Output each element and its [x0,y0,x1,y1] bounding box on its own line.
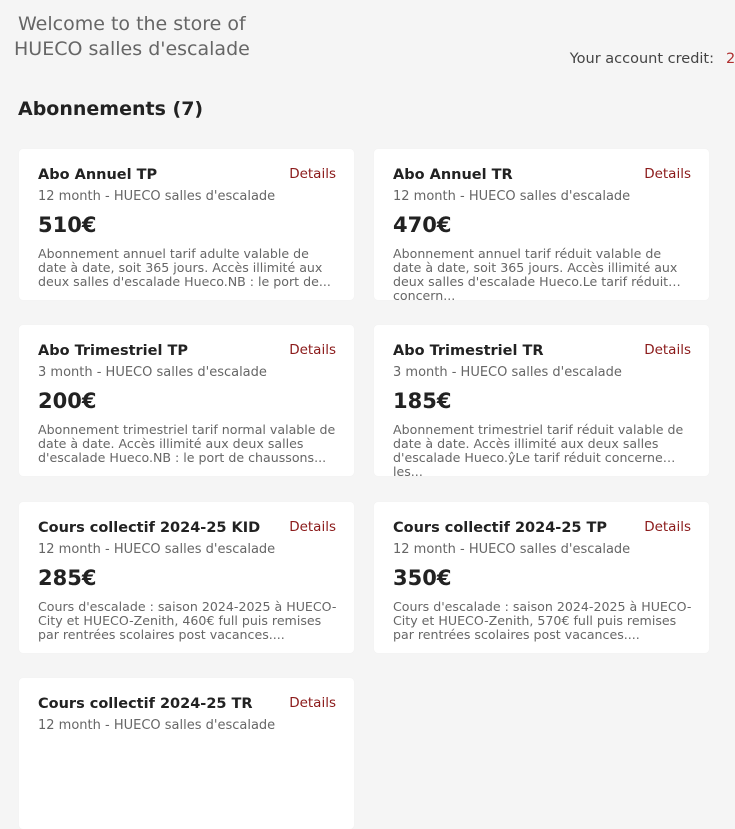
product-meta: 12 month - HUECO salles d'escalade [38,542,276,557]
product-description: Abonnement trimestriel tarif normal valable de date à date. Accès illimité aux deux salles d'escalade Hueco.NB : le port de chaussons... [38,422,336,465]
product-card[interactable] [374,149,709,303]
product-name: Cours collectif 2024-25 KID [38,520,261,536]
product-name: Abo Trimestriel TR [393,343,544,359]
product-price: 200€ [38,389,97,413]
product-card[interactable] [19,149,354,300]
welcome-line-1: Welcome to the store of [18,13,246,35]
product-description: Cours d'escalade : saison 2024-2025 à HUECO-City et HUECO-Zenith, 570€ full puis remises par rentrées scolaires post vacances.... [393,599,692,642]
product-card[interactable] [19,325,354,476]
section-title: Abonnements (7) [18,98,204,120]
product-name: Cours collectif 2024-25 TP [393,520,608,536]
product-price: 470€ [393,213,452,237]
product-description: Abonnement trimestriel tarif réduit valable de date à date. Accès illimité aux deux salles d'escalade Hueco.ŷLe tarif réduit concerne les... [393,422,684,479]
welcome-title [14,12,254,62]
product-name: Abo Annuel TP [38,167,158,183]
account-credit-value: 2 [726,51,735,67]
welcome-line-2: HUECO salles d'escalade [14,38,250,60]
product-meta: 12 month - HUECO salles d'escalade [393,542,631,557]
product-meta: 12 month - HUECO salles d'escalade [393,189,631,204]
product-card[interactable] [374,502,709,653]
account-credit-label: Your account credit: [569,51,714,67]
product-description: Abonnement annuel tarif réduit valable de date à date, soit 365 jours. Accès illimité aux deux salles d'escalade Hueco.Le tarif réduit concern... [393,246,678,303]
product-meta: 3 month - HUECO salles d'escalade [38,365,267,380]
product-description: Abonnement annuel tarif adulte valable de date à date, soit 365 jours. Accès illimité aux deux salles d'escalade Hueco.NB : le port de... [38,246,331,289]
details-link[interactable]: Details [289,166,336,182]
product-meta: 3 month - HUECO salles d'escalade [393,365,622,380]
product-price: 350€ [393,566,452,590]
product-card[interactable] [19,678,354,829]
product-price: 510€ [38,213,97,237]
product-price: 185€ [393,389,452,413]
product-name: Cours collectif 2024-25 TR [38,696,253,712]
details-link[interactable]: Details [289,519,336,535]
details-link[interactable]: Details [644,166,691,182]
details-link[interactable]: Details [289,342,336,358]
product-description: Cours d'escalade : saison 2024-2025 à HUECO-City et HUECO-Zenith, 460€ full puis remises par rentrées scolaires post vacances.... [38,599,337,642]
product-price: 285€ [38,566,97,590]
product-name: Abo Trimestriel TP [38,343,189,359]
details-link[interactable]: Details [289,695,336,711]
product-meta: 12 month - HUECO salles d'escalade [38,189,276,204]
product-card[interactable] [19,502,354,653]
details-link[interactable]: Details [644,519,691,535]
product-name: Abo Annuel TR [393,167,513,183]
product-card[interactable] [374,325,709,479]
details-link[interactable]: Details [644,342,691,358]
product-meta: 12 month - HUECO salles d'escalade [38,718,276,733]
